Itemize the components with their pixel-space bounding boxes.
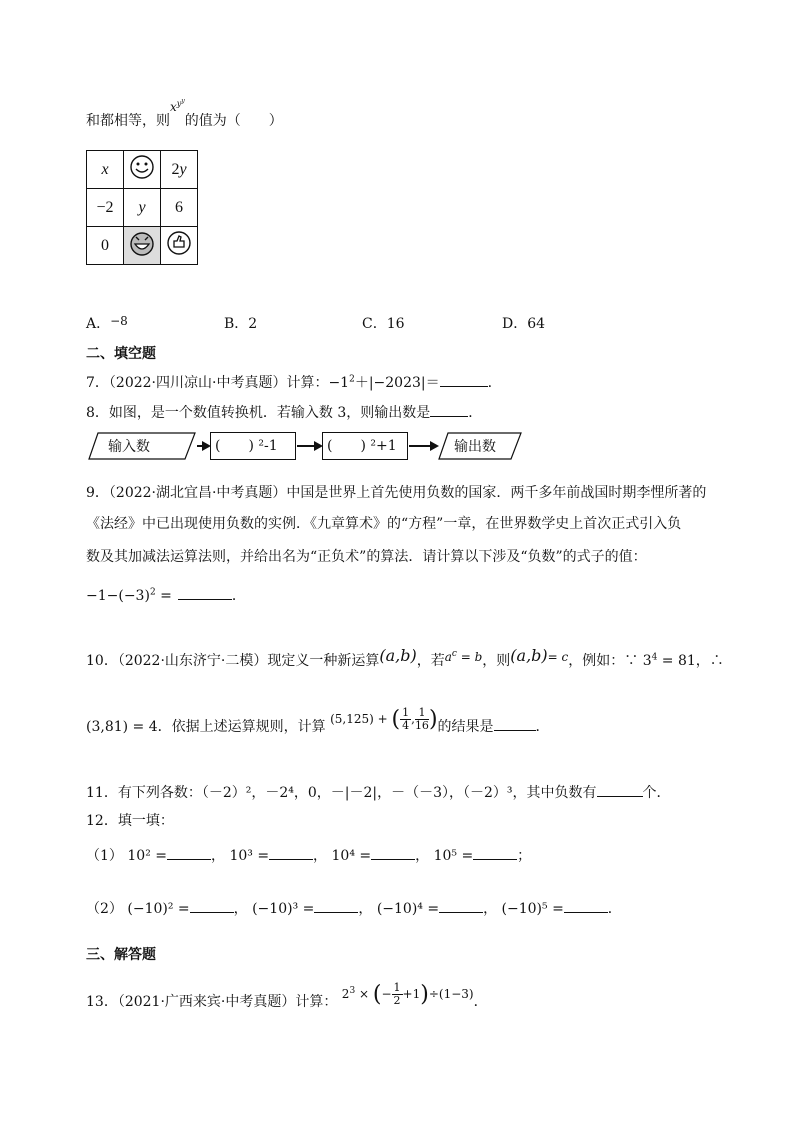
question-6-stem: [86, 97, 283, 130]
laughing-face-icon: [124, 227, 161, 265]
cell-2y: 2y: [161, 151, 198, 189]
flow-arrow-3: [409, 445, 437, 447]
option-a: A．−8: [86, 314, 128, 332]
option-d: D．64: [502, 316, 546, 332]
question-9-line-1: 9．（2022·湖北宜昌·中考真题）中国是世界上首先使用负数的国家．两千多年前战国时期李悝所著的: [86, 485, 707, 501]
cell-6: 6: [161, 189, 198, 227]
cell-x: x: [87, 151, 124, 189]
question-10-line-2: (3,81) = 4．依据上述运算规则，计算 (5,125) + ( $\frac{1}{4}$ , $\frac{1}{16}$ )的结果是 ．: [86, 706, 550, 735]
cell-0: 0: [87, 227, 124, 265]
question-10-line-1: 10．（2022·山东济宁·二模）现定义一种新运算(a,b)，若$a^c = b$，则(a,b)= c，例如：∵ $3^4 = 81$，∴: [86, 645, 724, 669]
option-c: C．16: [362, 316, 405, 332]
question-8: 8．如图，是一个数值转换机．若输入数 3，则输出数是 ．: [86, 402, 482, 422]
cell-neg2: −2: [87, 189, 124, 227]
smiley-icon: [124, 151, 161, 189]
question-12-title: 12．填一填：: [86, 813, 174, 829]
section-title-fill-in: 二、填空题: [86, 346, 156, 362]
question-13: 13．（2021·广西来宾·中考真题）计算： $2^3$ × (− $\frac{1}{2}$ +1)÷(1−3)．: [86, 981, 488, 1010]
input-parallelogram: 输入数: [88, 432, 196, 460]
magic-square-table: [86, 150, 198, 265]
cell-y: y: [124, 189, 161, 227]
square-plus-one-box: ( ) ²+1: [322, 432, 408, 460]
thumbs-up-icon: [161, 227, 198, 265]
power-expression: $x^{y^y}$: [170, 97, 185, 114]
question-9-expression: $-1-(-3)^2$ = ．: [86, 585, 246, 605]
question-9-line-3: 数及其加减法运算法则，并给出名为“正负术”的算法．请计算以下涉及“负数”的式子的值：: [86, 549, 647, 565]
flow-arrow-2: [297, 445, 321, 447]
output-parallelogram: 输出数: [438, 432, 522, 460]
question-12-row-2: （2） (−10)² = ， (−10)³ = ， (−10)⁴ = ， (−10)⁵ = ．: [86, 898, 622, 918]
flow-arrow-1: [197, 445, 209, 447]
question-9-line-2: 《法经》中已出现使用负数的实例．《九章算术》的“方程”一章，在世界数学史上首次正式引入负: [86, 516, 682, 532]
question-11: 11．有下列各数：（－2）²，－2⁴，0，－|－2|，－（－3），（－2）³，其中负数有 个．: [86, 782, 671, 802]
option-b: B．2: [224, 316, 258, 332]
section-title-solve: 三、解答题: [86, 947, 156, 963]
question-7: 7．（2022·四川凉山·中考真题）计算：$-1^2+|-2023|=$ .: [86, 372, 492, 392]
question-12-row-1: （1） 10² = ， 10³ = ， 10⁴ = ， 10⁵ = ；: [86, 845, 531, 865]
stem-text: 和都相等，则: [86, 113, 170, 129]
stem-suffix: 的值为（ ）: [184, 113, 283, 129]
square-minus-one-box: ( ) ²-1: [210, 432, 296, 460]
